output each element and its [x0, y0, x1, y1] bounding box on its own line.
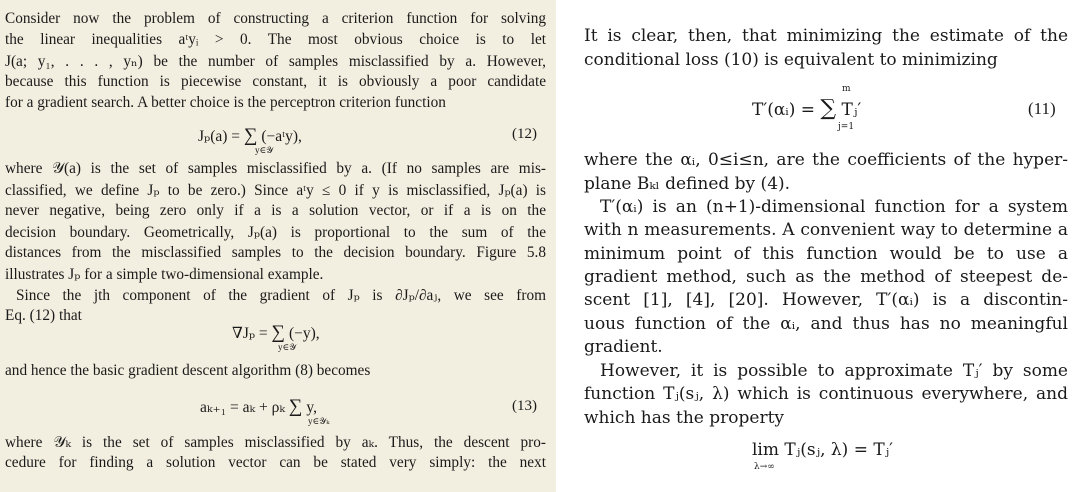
text-line: plane Bₖₗ defined by (4).	[584, 174, 791, 194]
equation-11: T′(αᵢ) = ∑ Tⱼ′ m j=1	[752, 84, 862, 132]
text-line: J(a; y₁, . . . , yₙ) be the number of samples misclassified by a. However,	[5, 53, 546, 70]
text-line: with n measurements. A convenient way to determine a	[584, 220, 1068, 240]
text-line: classified, we define Jₚ to be zero.) Since aᵗy ≤ 0 if y is misclassified, Jₚ(a) is	[5, 182, 546, 199]
text-line: conditional loss (10) is equivalent to minimizing	[584, 50, 998, 70]
text-line: where the αᵢ, 0≤i≤n, are the coefficients of the hyper-	[584, 150, 1068, 170]
equation-12: Jₚ(a) = ∑ (−aᵗy), y∈𝒴	[198, 125, 302, 155]
text-line: Since the jth component of the gradient of Jₚ is ∂Jₚ/∂aⱼ, we see from	[16, 287, 546, 304]
text-line: decision boundary. Geometrically, Jₚ(a) is proportional to the sum of the	[5, 224, 546, 241]
equation-gradient: ∇Jₚ = ∑ (−y), y∈𝒴	[232, 322, 320, 352]
text-line: cedure for finding a solution vector can be stated very simply: the next	[5, 454, 546, 471]
text-line: distances from the misclassified samples to the decision boundary. Figure 5.8	[5, 244, 546, 261]
equation-number: (12)	[512, 126, 537, 142]
text-line: illustrates Jₚ for a simple two-dimensional example.	[5, 266, 324, 283]
text-line: uous function of the αᵢ, and thus has no meaningful	[584, 314, 1068, 334]
text-line: Eq. (12) that	[5, 307, 82, 324]
text-line: scent [1], [4], [20]. However, T′(αᵢ) is a discontin-	[584, 290, 1068, 310]
text-line: gradient method, such as the method of steepest de-	[584, 267, 1068, 287]
text-line: gradient.	[584, 337, 663, 357]
text-line: the linear inequalities aᵗyᵢ > 0. The most obvious choice is to let	[5, 31, 546, 48]
equation-limit: lim Tⱼ(sⱼ, λ) = Tⱼ′ λ→∞	[752, 440, 894, 472]
text-line: and hence the basic gradient descent algorithm (8) becomes	[5, 362, 371, 379]
text-line: because this function is piecewise constant, it is obviously a poor candidate	[5, 73, 546, 90]
right-page-excerpt	[570, 0, 1080, 492]
text-line: function Tⱼ(sⱼ, λ) which is continuous everywhere, and	[584, 384, 1068, 404]
text-line: where 𝒴ₖ is the set of samples misclassified by aₖ. Thus, the descent pro-	[5, 434, 546, 451]
text-line: Consider now the problem of constructing a criterion function for solving	[5, 10, 546, 27]
text-line: which has the property	[584, 408, 785, 428]
text-line: T′(αᵢ) is an (n+1)-dimensional function for a system	[600, 197, 1068, 217]
equation-13: aₖ₊₁ = aₖ + ρₖ ∑ y, y∈𝒴ₖ	[200, 396, 330, 426]
text-line: However, it is possible to approximate Tⱼ′ by some	[600, 361, 1068, 381]
text-line: for a gradient search. A better choice is the perceptron criterion function	[5, 94, 446, 111]
text-line: where 𝒴(a) is the set of samples misclassified by a. (If no samples are mis-	[5, 160, 546, 177]
text-line: minimum point of this function would be to use a	[584, 244, 1068, 264]
text-line: never negative, being zero only if a is a solution vector, or if a is on the	[5, 202, 546, 219]
equation-number: (11)	[1028, 99, 1056, 118]
equation-number: (13)	[512, 398, 537, 414]
text-line: It is clear, then, that minimizing the estimate of the	[584, 26, 1068, 46]
